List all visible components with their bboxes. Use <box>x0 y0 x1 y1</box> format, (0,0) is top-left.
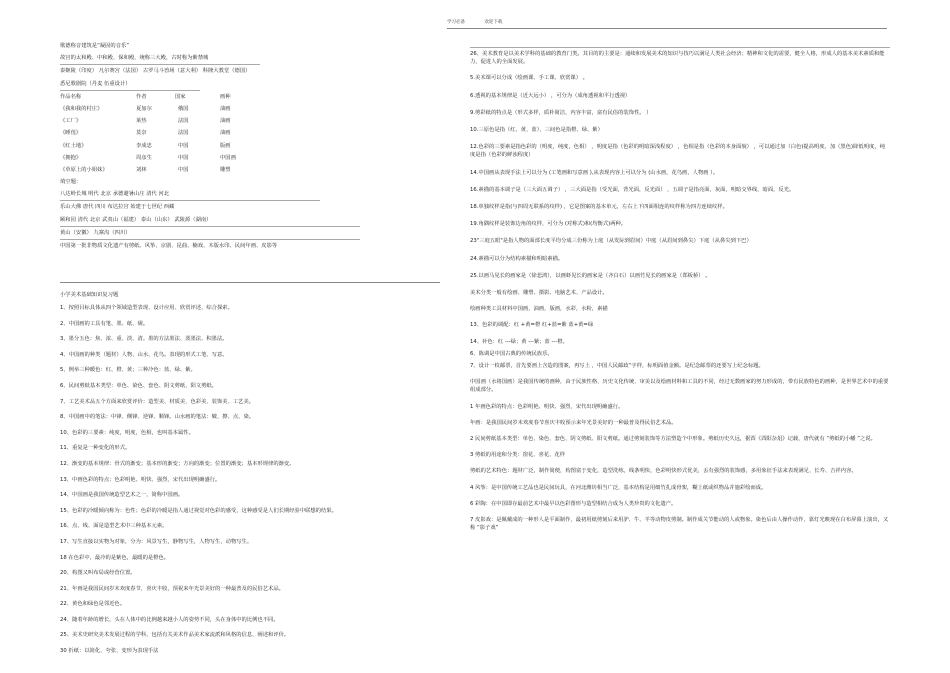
intro-line: 故宫的太和殿、中和殿、保和殿，统称三大殿，古时称为紫禁城 <box>60 52 260 65</box>
fill-in-line: 颐和园 清代 北京 武夷山（福建） 泰山（山东） 武陵源（湖南） <box>60 214 360 227</box>
right-item: 7、设计一枚邮票，首先要画上含造的图案，再写上 ，中国人民邮政“字样，标明面值金额。是纪念邮票的还要写上纪念标题。 <box>470 363 764 370</box>
fill-in-title: 填空题： <box>60 179 82 186</box>
work-title: 《拥抱》 <box>60 154 82 161</box>
intro-line: 歌德称音建筑是“凝固的音乐” <box>60 43 130 49</box>
right-item: 3 剪纸的用途和分类：窗花、喜花、花样 <box>470 452 566 459</box>
work-title: 《红土地》 <box>60 142 87 149</box>
fill-in-line: 八达岭长城 明代 北京 承德避暑山庄 清代 河北 <box>60 188 320 201</box>
right-item: 14、补色：红 ---绿；黄 ---紫；蓝 ---橙。 <box>470 338 568 345</box>
right-item: 中国画（水将国画）是我国传统的画种，由于民族性格、历史文化传统、审美以及绘画材料和工具的不同，经过无数画家的努力形成的，带有民族特色的画种，是世界艺术中的重要组成部分。 <box>470 379 889 394</box>
right-item: 9.剪彩纸的特点是（形式多样，质朴简洁，内容丰富，富有民俗的装饰性。 ） <box>470 109 652 116</box>
works-row <box>60 164 440 176</box>
works-row <box>60 127 440 139</box>
right-item: 16.素描的基本调子是（三大面五调子） ，三大面是指（受光面，背光面，反光面） ，五调子是指亮面，灰面，明暗交界线，暗面，反光。 <box>470 186 795 193</box>
work-type: 雕塑 <box>220 166 231 173</box>
work-author: 莱热 <box>136 118 147 125</box>
work-country: 俄国 <box>178 105 189 112</box>
right-item: 12.色彩的三要素是指色彩的（明度，纯度，色相） ，明度是指（色彩的明暗深浅程度） ，色相是指（色彩的本身面貌） ，可以通过加（白色)提高明度，加（黑色)降低明度，纯度是指（色彩的鲜浊程度） <box>470 144 885 159</box>
fill-in-line: 黄山（安徽） 九寨沟（四川） <box>60 229 131 236</box>
fill-in-line: 中国第一批非物质文化遗产有剪纸、风筝、京剧、昆曲、楠戏、木版水印、民间年画、皮影等 <box>60 239 360 252</box>
work-country: 中国 <box>178 142 189 149</box>
review-item: 30 折纸：以简化、夸张、变形为表现手法 <box>60 648 159 655</box>
review-item: 17、写生直接以实物为对象，分为：风景写生，静物写生，人物写生，动物写生。 <box>60 538 253 545</box>
works-table <box>60 91 440 176</box>
right-item: 4 风筝：是中国传统工艺品也是民间玩具，在河北潍坊相当广泛，基本结构是用细竹扎成骨架，糊上纸或织物品并施彩绘而成。 <box>470 484 767 491</box>
right-item: 剪纸的艺术特色：题材广泛，制作简便，构图富于变化，造型洗练，线条明快，色彩明快形式优美，丢有强烈的装饰感，多用象征手法来表现满足、长寿、吉祥内容。 <box>470 468 857 475</box>
right-item: 14.中国画从表现手法上可以分为 (工笔画和写意画 ),从表现内容上可以分为 (山水画，花鸟画，人物画 ）。 <box>470 169 719 176</box>
right-item: 19.角隅纹样是装饰边角的纹样，可分为 (对称式)和(均衡式)两种。 <box>470 221 627 228</box>
review-item: 12、渐变的基本规律：骨式的渐变；基本形的渐变；方向的渐变；位置的渐变；基本形规律的渐变。 <box>60 460 295 467</box>
right-item: 美术分类一般有绘画、雕塑、摄影、电脑艺术、产品设计。 <box>470 290 608 297</box>
review-section <box>60 292 430 660</box>
work-title: 《我和我的村庄》 <box>60 105 103 112</box>
page-header <box>447 19 520 25</box>
right-item: 18.单独纹样是指(与四周无联系的纹样) ，它是图案的基本单元，左右上下四面相连的纹样称为四方连续纹样。 <box>470 204 728 211</box>
col-header: 作者 <box>136 93 147 100</box>
review-item: 10、色彩的三要素：纯度，明度，色相，也叫基本属性。 <box>60 429 194 436</box>
right-item: 7 皮影戏：是佩戴成的一种形人是平面制作，最初用纸剪刻后来用驴、牛、羊等动物皮剪制。制作成关节能动的人或物象。染色后由人操作动作，靠灯光映现在白布屏幕上演出，又称 “影子戏” <box>470 517 889 532</box>
work-title: 《睡莲》 <box>60 130 82 137</box>
header-right: 欢迎下载 <box>484 20 503 25</box>
right-item: 5.美术课可以分成（绘画课、手工课、欣赏课） 。 <box>470 75 588 82</box>
works-row <box>60 115 440 127</box>
review-item: 22、黄色和绿色是邻近色。 <box>60 601 126 608</box>
right-item: 6.透视的基本规律是（近大远小） ，可分为（成角透视和平行透视） <box>470 92 631 99</box>
work-title: 《工厂》 <box>60 118 82 125</box>
review-item: 2、中国画的工具有笔、墨、纸、砚。 <box>60 320 149 327</box>
col-header: 国家 <box>175 93 186 100</box>
review-item: 21、年画是我国民间岁末欢度春节，喜庆丰收，预祝来年光景美好的一种最普及的民俗艺术品。 <box>60 585 284 592</box>
review-item: 25、美术史研究美术发展过程的学科，包括有关美术作品美术家流派和风格的信息，阐述和评价。 <box>60 632 290 639</box>
work-title: 《草原上的小姐妹》 <box>60 166 108 173</box>
works-row <box>60 103 440 115</box>
works-row <box>60 152 440 164</box>
work-type: 油画 <box>220 105 231 112</box>
right-item: 23"三庭五眼"是指人物的面部长度平均分成三份称为上庭（从发际到眉间）中庭（从眉间到鼻尖）下庭（从鼻尖到下巴） <box>470 238 752 245</box>
work-country: 法国 <box>178 118 189 125</box>
review-title: 小学美术基础知识复习题 <box>60 292 119 298</box>
work-author: 夏加尔 <box>136 105 152 112</box>
review-item: 14、中国画是我国传统造型艺术之一，简称中国画。 <box>60 492 184 499</box>
review-item: 16、点、线、面是造型艺术中三种基本元素。 <box>60 523 168 530</box>
section-divider <box>60 282 440 283</box>
right-item: 25.以画马见长的画家是（徐悲鸿），以画虾见长的画家是（齐白石）以画竹见长的画家是（郑板桥） 。 <box>470 272 711 279</box>
work-type: 油画 <box>220 118 231 125</box>
right-item: 26、美术教育是以美术学科的基础的教育门类。其目的的主要是：通续和发展美术的知识与技巧以满足人类社会经济；精神和文化的需要，健全人格，形成人的基本美术素质和能力，促进人的全面发展。 <box>470 47 890 66</box>
review-item: 1、按照目标具体从四个领域造型表现、设计应用、欣赏评述、综合探索。 <box>60 305 233 311</box>
header-rule <box>447 28 887 29</box>
right-item: 10.三原色是指（红、黄、蓝），三间色是指橙、绿、紫） <box>470 127 603 134</box>
review-item: 15、色彩的冷暖倾向称为：色性；色彩的冷暖是指人通过视觉对色彩的感受，这种感受是人们长期经验中联想的结果。 <box>60 507 337 514</box>
right-item: 24.素描可以分为结构素描和明暗素描。 <box>470 255 564 262</box>
right-item: 6、陈调是中国古典的传统民族乐， <box>470 350 553 357</box>
right-item: 13、色彩的调配：红 +黄=橙 红+蓝=紫 蓝+黄=绿 <box>470 322 594 329</box>
right-item: 1 年画色彩的特点：色彩明艳、明快、强烈，宋代出现明确盛行。 <box>470 403 624 410</box>
col-header: 作品名称 <box>60 93 82 100</box>
col-header: 画种 <box>220 93 231 100</box>
intro-line: 泰姬陵（印度） 凡尔赛宫（法国） 古罗马斗兽场（意大利） 科隆大教堂（德国） <box>60 68 251 75</box>
fill-in-line: 乐山大佛 唐代 四川 布达拉宫 始建于七世纪 西藏 <box>60 204 175 211</box>
review-item: 20、构图又叫布局或经营位置。 <box>60 570 136 577</box>
work-country: 中国 <box>178 154 189 161</box>
review-item: 7、工艺美术品五个方面来欣赏评价：造型美、材质美、色彩美、装饰美、工艺美。 <box>60 398 255 405</box>
works-row <box>60 140 440 152</box>
right-item: 2 民间剪纸基本类型：单色、染色、套色、阴文剪纸、阳文剪纸。通过剪刻装饰等方法塑造个中形象。剪纸历史久远，据酉《酉阳杂俎》记载，唐代就有 “剪纸的小幡 ”之说。 <box>470 436 876 443</box>
right-item: 年画：是我国民间岁末欢度春节喜庆丰收预示来年光景美好的一种最普及得民俗艺术品。 <box>470 419 677 426</box>
work-author: 李成忠 <box>136 142 152 149</box>
review-item: 3、墨分五色：焦、浓、重、淡、清。墨的方法墨法、泼墨法、积墨法。 <box>60 336 228 343</box>
review-item: 24、随着年龄的增长，头在人体中的比例越来越小人的姿势不同，头在身体中的比例也不同。 <box>60 616 279 623</box>
review-item: 13、中画色彩的特点：色彩明艳、明快、强烈，宋代出现明确盛行。 <box>60 476 221 483</box>
work-author: 刘林 <box>136 166 147 173</box>
right-item: 6 彩陶：在中国即存最前艺术中最早以色彩图形与造型相结合成为人类珍贵的文化遗产。 <box>470 500 677 507</box>
review-item: 18 在色彩中，最冷的是紫色，最暖的是橙色。 <box>60 554 170 561</box>
review-item: 5、例举三种暖色：红、橙、黄；三种冷色：蓝、绿、紫。 <box>60 367 196 374</box>
right-item: 绘画种类工具材料中国画，油画，版画，水彩，水粉，素描 <box>470 306 608 313</box>
intro-line: 悉尼歌剧院（丹麦 伍重设计） <box>60 78 200 91</box>
work-author: 莫奈 <box>136 130 147 137</box>
review-item: 8、中国画中的笔法：中锋、侧锋、逆锋、顺锋。山水画的笔法：皴、擦、点、染。 <box>60 414 255 421</box>
left-top-section <box>60 40 440 252</box>
works-table-header <box>60 91 440 103</box>
review-item: 4、中国画的种类（题材）人物、山水、花鸟。表现的形式工笔、写意。 <box>60 351 228 358</box>
work-country: 中国 <box>178 166 189 173</box>
review-item: 6、民间剪纸基本类型：单色、染色、套色、阴文剪纸、阳文剪纸。 <box>60 382 217 389</box>
header-left: 学习必备 <box>447 20 465 25</box>
work-type: 油画 <box>220 130 231 137</box>
work-country: 法国 <box>178 130 189 137</box>
review-item: 11、重复是一种变化的形式。 <box>60 445 131 452</box>
work-type: 版画 <box>220 142 231 149</box>
work-type: 中国画 <box>220 154 236 161</box>
work-author: 周彦生 <box>136 154 152 161</box>
right-column <box>470 47 890 533</box>
